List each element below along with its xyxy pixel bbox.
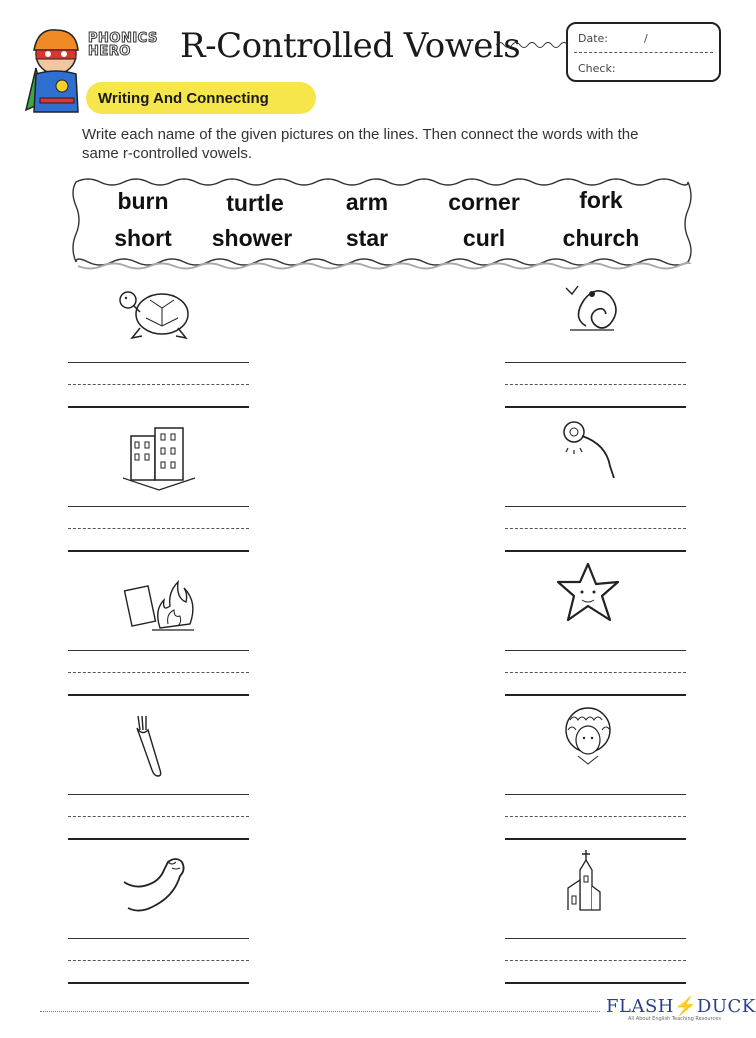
date-label: Date: [578,32,608,45]
brand-line-1: PHONICS [88,31,158,46]
church-icon [546,846,636,926]
writing-lines[interactable] [505,362,686,410]
word-bank-item: arm [345,189,389,215]
writing-lines[interactable] [505,794,686,842]
curl-icon [548,700,638,780]
writing-lines[interactable] [68,794,249,842]
brand-wordmark [88,32,158,58]
word-bank-item: church [562,225,640,251]
lightning-bolt-icon: ⚡ [673,996,697,1017]
word-bank-item: turtle [226,190,284,216]
shower-icon [552,414,642,494]
logo-part-2: DUCK [696,996,756,1017]
corner-icon [550,274,640,354]
writing-lines[interactable] [68,938,249,986]
writing-lines[interactable] [68,362,249,410]
word-bank-item: corner [448,189,520,215]
building-icon [115,420,205,500]
check-label: Check: [578,62,616,75]
writing-lines[interactable] [505,650,686,698]
date-check-box [566,22,721,82]
word-bank-item: shower [211,225,293,251]
writing-lines[interactable] [505,506,686,554]
arm-icon [110,850,200,930]
turtle-icon [110,278,200,358]
instructions: Write each name of the given pictures on the lines. Then connect the words with the same r-controlled vowels. [82,126,639,162]
logo-part-1: FLASH [606,996,674,1017]
word-bank-item: burn [117,188,169,214]
flashduck-logo [606,996,756,1017]
page-title: R-Controlled Vowels [180,26,521,66]
brand-line-2: HERO [88,44,131,59]
wavy-line-decoration [496,38,568,52]
footer-divider [40,1011,600,1012]
word-bank-item: star [345,225,389,251]
section-banner-text: Writing And Connecting [98,90,269,107]
word-bank-item: fork [579,187,623,213]
date-separator: / [644,32,648,45]
word-bank-item: curl [462,225,506,251]
writing-lines[interactable] [68,506,249,554]
writing-lines[interactable] [505,938,686,986]
fork-icon [108,708,198,788]
star-icon [548,558,638,638]
word-bank-item: short [114,225,172,251]
phonics-hero-mascot-icon [22,24,90,120]
logo-tagline: All About English Teaching Resources [628,1016,721,1022]
burning-icon [116,566,206,646]
writing-lines[interactable] [68,650,249,698]
